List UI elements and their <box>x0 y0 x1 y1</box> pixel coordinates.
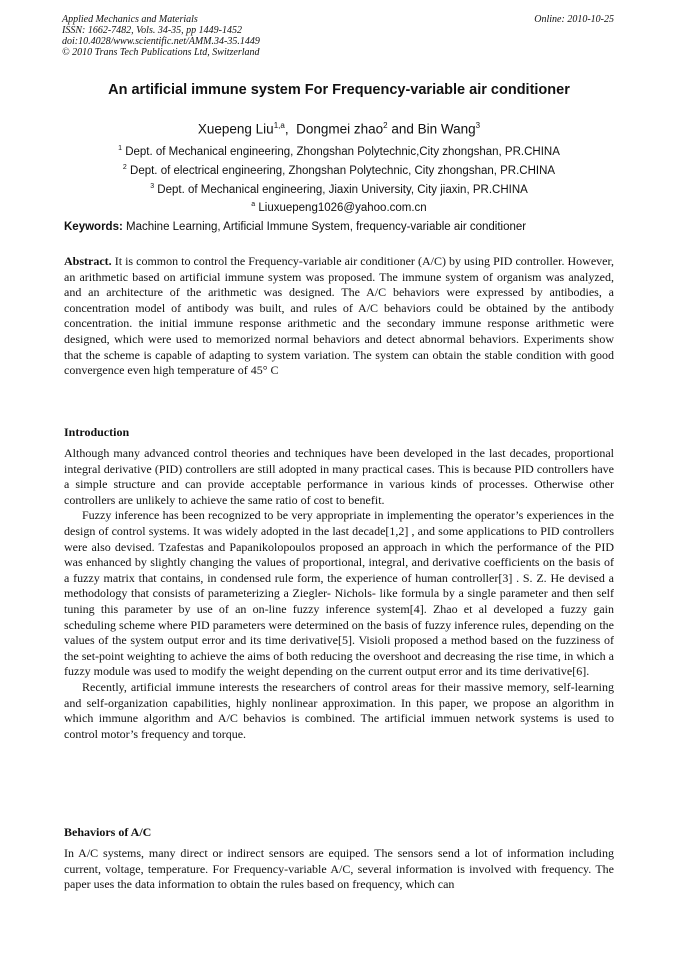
paragraph: Recently, artificial immune interests the researchers of control areas for their massive memory, self-learning and self-organization capabilities, highly nonlinear approximation. In this paper, we propose an algorithm in which immune algorithm and A/C behavios is combined. The artificial immuen network systems is used to control motor’s frequency and torque. <box>64 679 614 741</box>
section-heading-behaviors: Behaviors of A/C <box>64 825 152 839</box>
author-sup: 3 <box>475 121 481 130</box>
author-name: Xuepeng Liu <box>197 121 274 137</box>
keywords-text: Machine Learning, Artificial Immune System, frequency-variable air conditioner <box>122 221 527 233</box>
author-sup: 2 <box>383 121 388 130</box>
journal-name: Applied Mechanics and Materials <box>62 14 198 25</box>
journal-header <box>62 14 260 58</box>
affiliation-line: $^3$ Dept. of Mechanical engineering, Jiaxin University, City jiaxin, PR.CHINA <box>150 182 528 196</box>
paragraph: Fuzzy inference has been recognized to be very appropriate in implementing the operator’s experiences in the design of control systems. It was widely adopted in the last decade[1,2] , and some applications to PID controllers were also devised. Tzafestas and Papanikolopoulos proposed an approach in which the performance of the PID was enhanced by slightly changing the values of proportional, integral, and derivative coefficients on the basis of a fuzzy matrix that contains, in condensed rule form, the experience of human controller[3] . S. Z. He devised a methodology that consists of parameterizing a Ziegler- Nichols- like formula by a single parameter and then self tuning this parameter by use of an on-line fuzzy inference system[4]. Zhao et al developed a fuzzy gain scheduling scheme where PID parameters were determined on the basis of fuzzy inference rules, depending on the values of the system output error and its time derivative[5]. Visioli proposed a method based on the fuzziness of the set-point weighting to achieve the aims of both reducing the overshoot and decreasing the rise time, in which a fuzzy module was used to modify the weight depending on the current output error and its time derivative[6]. <box>64 508 614 679</box>
affiliation-line: $^1$ Dept. of Mechanical engineering, Zhongshan Polytechnic,City zhongshan, PR.CHINA <box>118 145 560 158</box>
doi-line: doi:10.4028/www.scientific.net/AMM.34-35.1449 <box>62 36 260 47</box>
keywords <box>64 221 614 233</box>
paper-title: An artificial immune system For Frequency-variable air conditioner <box>108 82 570 98</box>
abstract <box>64 254 614 379</box>
affiliation-line: $^2$ Dept. of electrical engineering, Zhongshan Polytechnic, City zhongshan, PR.CHINA <box>122 163 556 177</box>
author-sup: 1,a <box>273 121 285 130</box>
abstract-text: It is common to control the Frequency-variable air conditioner (A/C) by using PID controller. However, an arithmetic based on artificial immune system was proposed. The immune system of organism was analyzed, and an architecture of the arithmetic was designed. The A/C behaviors were expressed by antibodies, a concentration model of antibody was built, and rules of A/C behaviors could be obtained by the antibody concentration. the initial immune response arithmetic and the secondary immune response arithmetic were designed, which were used to memorized normal behaviors and detect abnormal behaviors. Experiments show that the scheme is capable of adapting to system variation. The system can obtain the stable condition with good convergence even high temperature of 45° C <box>64 254 614 378</box>
paragraph: In A/C systems, many direct or indirect sensors are equiped. The sensors send a lot of information including current, voltage, temperature. For Frequency-variable A/C, several information is involved with frequency. The paper uses the data information to obtain the rules based on frequency, which can <box>64 846 614 892</box>
keywords-label: Keywords: <box>64 221 123 233</box>
email-line: $^a$ Liuxuepeng1026@yahoo.com.cn <box>251 201 427 215</box>
paragraph: Although many advanced control theories and techniques have been developed in the last decades, proportional integral derivative (PID) controllers are still adopted in many practical cases. This is because PID controllers have a simple structure and can provide acceptable performance in various kinds of processes. Otherwise other controllers are unlikely to achieve the same ratio of cost to benefit. <box>64 446 614 507</box>
abstract-label: Abstract. <box>64 254 112 268</box>
section-heading-introduction: Introduction <box>64 425 130 439</box>
issn-line: ISSN: 1662-7482, Vols. 34-35, pp 1449-1452 <box>62 25 242 36</box>
behaviors-section <box>64 846 614 893</box>
author-name: and Bin Wang <box>387 121 476 137</box>
affiliations <box>0 141 678 216</box>
author-list: Xuepeng Liu$^{1,a}$, Dongmei zhao$^2$ and Bin Wang$^3$ <box>197 121 481 137</box>
online-date: Online: 2010-10-25 <box>534 14 614 25</box>
introduction-section <box>64 446 614 742</box>
copyright-line: © 2010 Trans Tech Publications Ltd, Switzerland <box>62 47 260 58</box>
author-name: Dongmei zhao <box>296 121 384 137</box>
